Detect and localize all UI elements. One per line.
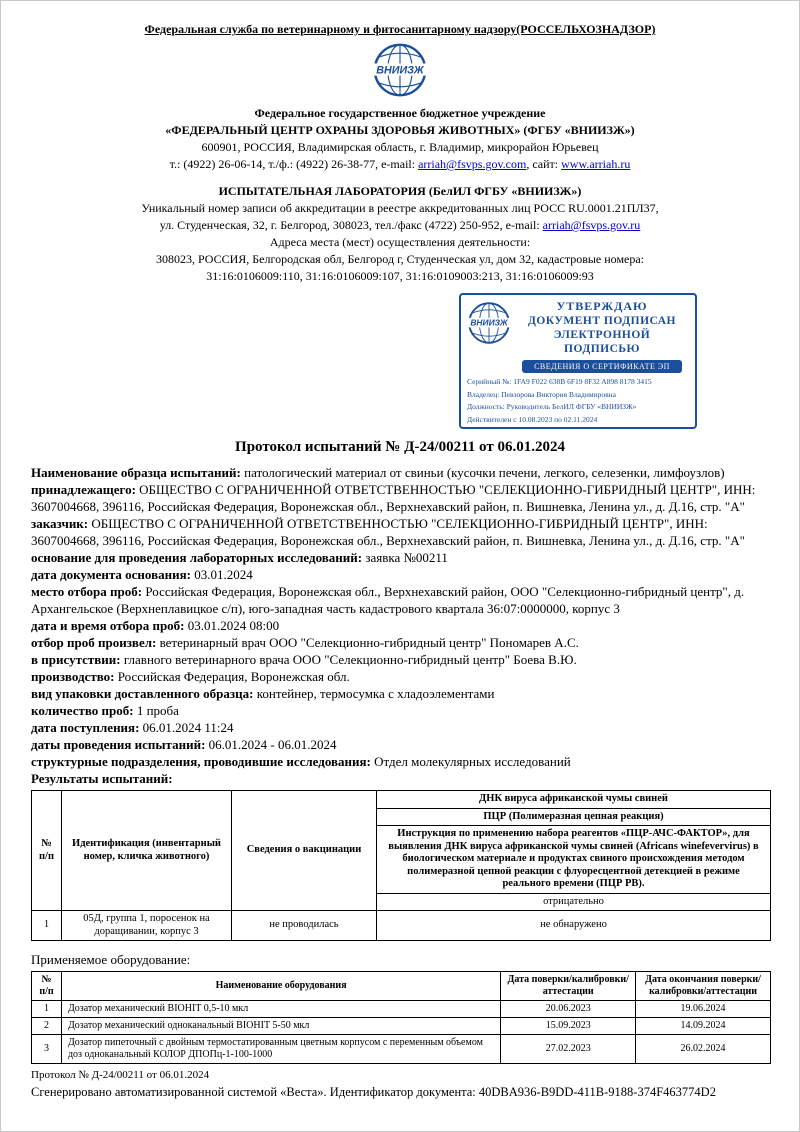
footer-generated-note: Сгенерировано автоматизированной системой «Веста». Идентификатор документа: 40DBA936-B9DD-411B-9188-374F463774D2 [31, 1085, 716, 1099]
result-row-id: 05Д, группа 1, поросенок на доращивании, корпус 3 [62, 911, 232, 941]
field-value: главного ветеринарного врача ООО "Селекционно-гибридный центр" Боева В.Ю. [123, 652, 577, 667]
field-value: 03.01.2024 [194, 567, 253, 582]
electronic-signature-stamp [459, 293, 697, 429]
activity-address: 308023, РОССИЯ, Белгородская обл, Белгород г, Студенческая ул, дом 32, кадастровые номера: [155, 252, 645, 266]
equipment-col-num: № п/п [32, 972, 62, 1001]
field-label: количество проб: [31, 703, 134, 718]
field-label: основание для проведения лабораторных исследований: [31, 550, 363, 565]
contacts-mid: , сайт: [526, 157, 562, 171]
org-type: Федеральное государственное бюджетное учреждение [254, 106, 546, 120]
results-row [32, 911, 771, 941]
stamp-position: Должность: Руководитель БелИЛ ФГБУ «ВНИИЗЖ» [467, 402, 637, 411]
org-name: «ФЕДЕРАЛЬНЫЙ ЦЕНТР ОХРАНЫ ЗДОРОВЬЯ ЖИВОТНЫХ» (ФГБУ «ВНИИЗЖ») [165, 123, 635, 137]
results-col-num: № п/п [32, 791, 62, 911]
contacts-prefix: т.: (4922) 26-06-14, т./ф.: (4922) 26-38-77, e-mail: [169, 157, 419, 171]
field-label: место отбора проб: [31, 584, 143, 599]
results-test-header2: ПЦР (Полимеразная цепная реакция) [377, 808, 771, 826]
equipment-row-date1: 20.06.2023 [501, 1001, 636, 1018]
equipment-row-date2: 14.09.2024 [636, 1018, 771, 1035]
results-col-id: Идентификация (инвентарный номер, кличка животного) [62, 791, 232, 911]
equipment-row [32, 1035, 771, 1064]
equipment-row [32, 1001, 771, 1018]
org-address: 600901, РОССИЯ, Владимирская область, г. Владимир, микрорайон Юрьевец [201, 140, 599, 154]
field-sample-name [31, 464, 769, 481]
field-label: производство: [31, 669, 115, 684]
field-value: 1 проба [136, 703, 179, 718]
field-value: 06.01.2024 - 06.01.2024 [208, 737, 337, 752]
field-value: Отдел молекулярных исследований [374, 754, 571, 769]
field-value: ОБЩЕСТВО С ОГРАНИЧЕННОЙ ОТВЕТСТВЕННОСТЬЮ "СЕЛЕКЦИОННО-ГИБРИДНЫЙ ЦЕНТР", ИНН: 3607004668, 396116, Российская Федерация, Воронежская обл., Верхнехавский район, п. Вишневка, Ленина ул., д. Д.16, стр. "А" [31, 482, 756, 514]
field-value: контейнер, термосумка с хладоэлементами [256, 686, 495, 701]
results-col-vacc: Сведения о вакцинации [232, 791, 377, 911]
field-label: отбор проб произвел: [31, 635, 157, 650]
stamp-serial: Серийный №: 1FA9 F022 638B 6F19 8F32 A898 8178 3415 [467, 377, 652, 386]
equipment-row-date2: 19.06.2024 [636, 1001, 771, 1018]
field-packaging [31, 685, 769, 702]
field-label: заказчик: [31, 516, 89, 531]
field-basis [31, 549, 769, 566]
vniizh-logo [1, 42, 799, 103]
equipment-row-name: Дозатор механический одноканальный BIOHIT 5-50 мкл [61, 1018, 500, 1035]
svg-text:ВНИИЗЖ: ВНИИЗЖ [376, 64, 424, 77]
results-test-header1: ДНК вируса африканской чумы свиней [377, 791, 771, 809]
stamp-globe-logo-icon [467, 299, 515, 350]
equipment-row-date1: 15.09.2023 [501, 1018, 636, 1035]
equipment-row-date1: 27.02.2023 [501, 1035, 636, 1064]
field-value: 06.01.2024 11:24 [142, 720, 234, 735]
lab-title: ИСПЫТАТЕЛЬНАЯ ЛАБОРАТОРИЯ (БелИЛ ФГБУ «ВНИИЗЖ») [218, 184, 582, 198]
field-value: патологический материал от свиньи (кусочки печени, легкого, селезенки, лимфоузлов) [244, 465, 725, 480]
field-witness [31, 651, 769, 668]
field-received-date [31, 719, 769, 736]
field-sampling-datetime [31, 617, 769, 634]
stamp-approve-label: УТВЕРЖДАЮ [556, 299, 648, 313]
equipment-row-name: Дозатор механический BIOHIT 0,5-10 мкл [61, 1001, 500, 1018]
field-value: ветеринарный врач ООО "Селекционно-гибридный центр" Пономарев А.С. [159, 635, 579, 650]
field-value: Российская Федерация, Воронежская обл. [117, 669, 350, 684]
stamp-validity: Действителен с 10.08.2023 по 02.11.2024 [467, 414, 598, 424]
field-label: дата поступления: [31, 720, 140, 735]
equipment-col-date1: Дата поверки/калибровки/аттестации [501, 972, 636, 1001]
globe-logo-icon [372, 42, 428, 98]
equipment-row-date2: 26.02.2024 [636, 1035, 771, 1064]
equipment-row [32, 1018, 771, 1035]
site-link[interactable]: www.arriah.ru [561, 157, 631, 171]
results-table [31, 790, 771, 941]
equipment-col-date2: Дата окончания поверки/калибровки/аттестации [636, 972, 771, 1001]
svg-text:ВНИИЗЖ: ВНИИЗЖ [470, 317, 508, 328]
accreditation-line: Уникальный номер записи об аккредитации в реестре аккредитованных лиц РОСС RU.0001.21ПЛ37, [141, 201, 659, 215]
field-label: даты проведения испытаний: [31, 737, 206, 752]
equipment-table [31, 971, 771, 1064]
results-test-norm: отрицательно [377, 893, 771, 911]
stamp-signed-line2: ЭЛЕКТРОННОЙ ПОДПИСЬЮ [553, 329, 651, 355]
field-label: принадлежащего: [31, 482, 136, 497]
field-departments [31, 753, 769, 770]
field-label: дата и время отбора проб: [31, 618, 185, 633]
result-row-result: не обнаружено [377, 911, 771, 941]
field-sample-count [31, 702, 769, 719]
stamp-owner: Владелец: Певзорова Виктория Владимировна [467, 389, 616, 399]
org-contacts [41, 156, 759, 173]
field-sampler [31, 634, 769, 651]
lab-address-prefix: ул. Студенческая, 32, г. Белгород, 308023, тел./факс (4722) 250-952, e-mail: [159, 218, 543, 232]
field-label: в присутствии: [31, 652, 121, 667]
equipment-row-num: 1 [32, 1001, 62, 1018]
equipment-heading: Применяемое оборудование: [31, 952, 191, 967]
field-label: дата документа основания: [31, 567, 191, 582]
lab-address [41, 217, 759, 234]
equipment-row-num: 2 [32, 1018, 62, 1035]
field-value: заявка №00211 [365, 550, 448, 565]
footer-protocol-ref: Протокол № Д-24/00211 от 06.01.2024 [31, 1069, 210, 1081]
field-basis-date [31, 566, 769, 583]
cadastral-numbers: 31:16:0106009:110, 31:16:0106009:107, 31:16:0109003:213, 31:16:0106009:93 [206, 269, 594, 283]
activity-heading: Адреса места (мест) осуществления деятельности: [269, 235, 531, 249]
agency-heading: Федеральная служба по ветеринарному и фитосанитарному надзору(РОССЕЛЬХОЗНАДЗОР) [144, 22, 656, 36]
field-label: Наименование образца испытаний: [31, 465, 241, 480]
protocol-title: Протокол испытаний № Д-24/00211 от 06.01.2024 [235, 439, 565, 455]
field-owner [31, 481, 769, 515]
equipment-row-num: 3 [32, 1035, 62, 1064]
result-row-num: 1 [32, 911, 62, 941]
field-value: ОБЩЕСТВО С ОГРАНИЧЕННОЙ ОТВЕТСТВЕННОСТЬЮ "СЕЛЕКЦИОННО-ГИБРИДНЫЙ ЦЕНТР", ИНН: 3607004668, 396116, Российская Федерация, Воронежская обл., Верхнехавский район, п. Вишневка, Ленина ул., д. Д.16, стр. "А" [31, 516, 745, 548]
result-row-vaccination: не проводилась [232, 911, 377, 941]
field-customer [31, 515, 769, 549]
field-value: Российская Федерация, Воронежская обл., Верхнехавский район, ООО "Селекционно-гибридный центр", д. Архангельское (Верхнеплавицкое с/п), юго-западная часть кадастрового квартала 36:07:0000000, корпус 3 [31, 584, 745, 616]
stamp-cert-badge: СВЕДЕНИЯ О СЕРТИФИКАТЕ ЭП [522, 360, 682, 373]
results-heading: Результаты испытаний: [31, 771, 173, 786]
email-main-link[interactable]: arriah@fsvps.gov.com [418, 157, 527, 171]
field-production [31, 668, 769, 685]
field-test-dates [31, 736, 769, 753]
protocol-fields [31, 464, 769, 787]
results-test-method: Инструкция по применению набора реагентов «ПЦР-АЧС-ФАКТОР», для выявления ДНК вируса африканской чумы свиней (Africans winefevervirus) в биологическом материале и продуктах свиного происхождения методом полимеразной цепной реакции с флуоресцентной детекцией в режиме реального времени (ПЦР РВ). [377, 826, 771, 894]
equipment-col-name: Наименование оборудования [61, 972, 500, 1001]
field-sampling-place [31, 583, 769, 617]
equipment-row-name: Дозатор пипеточный с двойным термостатированным цветным корпусом с переменным объемом доз одноканальный КОЛОР ДПОПц-1-100-1000 [61, 1035, 500, 1064]
field-label: вид упаковки доставленного образца: [31, 686, 254, 701]
field-label: структурные подразделения, проводившие исследования: [31, 754, 371, 769]
email-lab-link[interactable]: arriah@fsvps.gov.ru [542, 218, 641, 232]
field-value: 03.01.2024 08:00 [187, 618, 280, 633]
stamp-signed-line1: ДОКУМЕНТ ПОДПИСАН [527, 315, 677, 327]
